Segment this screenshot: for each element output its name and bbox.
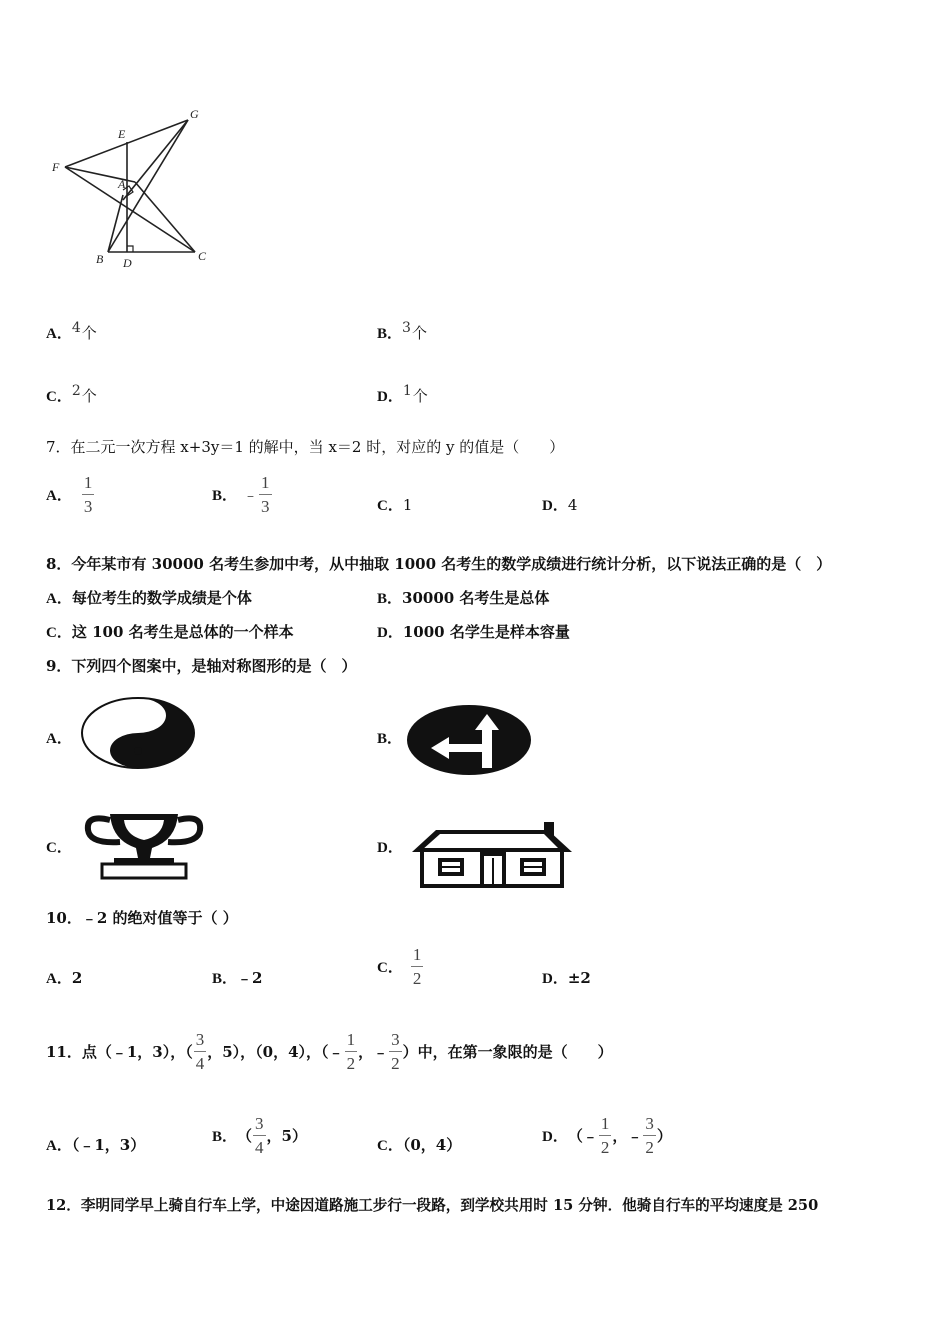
q11-option-d[interactable] bbox=[542, 1110, 672, 1160]
option-value: 1 bbox=[402, 383, 412, 399]
q7-option-b[interactable] bbox=[212, 470, 273, 518]
point-label-b: B bbox=[96, 252, 104, 266]
option-unit: 个 bbox=[411, 324, 427, 342]
fraction bbox=[411, 946, 424, 987]
q7-option-a[interactable] bbox=[46, 470, 95, 518]
fraction bbox=[599, 1115, 612, 1156]
turn-arrow-sign-icon bbox=[405, 704, 533, 776]
q9-option-d[interactable] bbox=[377, 836, 403, 857]
q11-stem bbox=[46, 1026, 613, 1076]
option-letter: B． bbox=[212, 487, 238, 504]
q11-mid2: ，﹣ bbox=[358, 1042, 389, 1061]
option-letter: D． bbox=[542, 971, 568, 987]
option-text: 每位考生的数学成绩是个体 bbox=[71, 589, 252, 607]
option-sign: ﹣ bbox=[243, 485, 259, 504]
option-unit: 个 bbox=[412, 387, 428, 405]
q7-option-d[interactable] bbox=[542, 494, 577, 515]
fraction-denominator: 2 bbox=[346, 1053, 356, 1073]
q8-option-b[interactable] bbox=[377, 587, 549, 608]
option-value: 2 bbox=[71, 969, 83, 987]
option-letter: A． bbox=[46, 1138, 72, 1154]
point-label-e: E bbox=[118, 127, 126, 141]
q11-suffix: ）中，在第一象限的是（ ） bbox=[402, 1042, 613, 1061]
q7-option-c[interactable] bbox=[377, 494, 412, 515]
option-letter: C． bbox=[46, 840, 72, 856]
option-value: ﹣2 bbox=[237, 969, 263, 987]
option-letter: B． bbox=[377, 326, 403, 342]
option-pre: （ bbox=[237, 1126, 253, 1145]
q9-option-c[interactable] bbox=[46, 836, 72, 857]
option-text: 1000 名学生是样本容量 bbox=[402, 623, 570, 641]
option-letter: B． bbox=[212, 971, 238, 987]
option-letter: D． bbox=[542, 498, 568, 514]
q10-stem: 10．﹣2 的绝对值等于（ ） bbox=[46, 909, 238, 927]
option-value: 2 bbox=[71, 383, 81, 399]
fraction bbox=[259, 474, 272, 515]
q8-option-c[interactable] bbox=[46, 621, 294, 642]
fraction-denominator: 2 bbox=[412, 968, 422, 988]
q7-stem: 7．在二元一次方程 x+3y＝1 的解中，当 x＝2 时，对应的 y 的值是（ ） bbox=[46, 438, 565, 456]
q9-stem: 9．下列四个图案中，是轴对称图形的是（ ） bbox=[46, 657, 357, 675]
option-pre: （﹣ bbox=[567, 1126, 598, 1145]
point-label-g: G bbox=[190, 107, 199, 121]
q11-mid1: ，5），（0，4），（﹣ bbox=[207, 1042, 344, 1061]
option-letter: B． bbox=[377, 731, 403, 747]
fraction-numerator: 3 bbox=[391, 1029, 400, 1049]
fraction-numerator: 1 bbox=[346, 1029, 356, 1049]
option-letter: C． bbox=[377, 959, 403, 976]
option-text: 这 100 名考生是总体的一个样本 bbox=[71, 623, 294, 641]
option-value: 1 bbox=[402, 496, 413, 514]
point-label-f: F bbox=[52, 160, 60, 174]
fraction-numerator: 1 bbox=[83, 472, 93, 492]
q6-option-d[interactable] bbox=[377, 385, 428, 406]
option-letter: D． bbox=[542, 1128, 568, 1145]
option-letter: C． bbox=[377, 1138, 403, 1154]
fraction-numerator: 3 bbox=[645, 1113, 654, 1133]
option-letter: A． bbox=[46, 731, 72, 747]
point-label-a: A bbox=[118, 177, 126, 191]
q11-prefix: 11．点（﹣1，3），（ bbox=[46, 1042, 193, 1061]
geometry-figure bbox=[40, 100, 230, 275]
fraction-denominator: 2 bbox=[600, 1137, 610, 1157]
option-letter: C． bbox=[46, 625, 72, 641]
option-letter: D． bbox=[377, 625, 403, 641]
q6-option-a[interactable] bbox=[46, 322, 97, 343]
q6-option-c[interactable] bbox=[46, 385, 97, 406]
option-letter: C． bbox=[377, 498, 403, 514]
q9-option-b[interactable] bbox=[377, 727, 402, 748]
fraction bbox=[82, 474, 95, 515]
option-mid: ，﹣ bbox=[612, 1126, 643, 1145]
fraction bbox=[194, 1031, 207, 1072]
q10-option-d[interactable] bbox=[542, 967, 591, 988]
option-letter: C． bbox=[46, 389, 72, 405]
option-unit: 个 bbox=[81, 324, 97, 342]
point-label-d: D bbox=[123, 256, 132, 270]
q8-option-a[interactable] bbox=[46, 587, 252, 608]
fraction-numerator: 3 bbox=[255, 1113, 264, 1133]
q8-option-d[interactable] bbox=[377, 621, 570, 642]
option-letter: A． bbox=[46, 971, 72, 987]
option-text: （0，4） bbox=[402, 1136, 462, 1154]
fraction-denominator: 3 bbox=[261, 496, 270, 516]
q10-option-a[interactable] bbox=[46, 967, 82, 988]
fraction-numerator: 1 bbox=[412, 944, 422, 964]
fraction-numerator: 1 bbox=[261, 472, 270, 492]
option-letter: B． bbox=[377, 591, 403, 607]
option-value: 4 bbox=[71, 320, 81, 336]
q11-option-b[interactable] bbox=[212, 1110, 307, 1160]
q11-option-c[interactable] bbox=[377, 1134, 461, 1155]
q10-option-b[interactable] bbox=[212, 967, 262, 988]
fraction-denominator: 3 bbox=[83, 496, 93, 516]
q10-option-c[interactable] bbox=[377, 942, 424, 990]
fraction-denominator: 4 bbox=[195, 1053, 205, 1073]
fraction-denominator: 2 bbox=[391, 1053, 400, 1073]
option-value: 4 bbox=[567, 496, 578, 514]
point-label-c: C bbox=[198, 249, 207, 263]
taiji-symbol-icon bbox=[80, 696, 196, 772]
option-unit: 个 bbox=[81, 387, 97, 405]
option-text: （﹣1，3） bbox=[71, 1136, 146, 1154]
fraction-numerator: 1 bbox=[600, 1113, 610, 1133]
fraction-numerator: 3 bbox=[195, 1029, 205, 1049]
q8-stem: 8．今年某市有 30000 名考生参加中考，从中抽取 1000 名考生的数学成绩进行统计分析，以下说法正确的是（ ） bbox=[46, 555, 832, 573]
option-letter: D． bbox=[377, 389, 403, 405]
option-letter: A． bbox=[46, 591, 72, 607]
option-value: ±2 bbox=[567, 969, 591, 987]
fraction bbox=[345, 1031, 358, 1072]
house-icon bbox=[410, 820, 574, 888]
q12-stem: 12．李明同学早上骑自行车上学，中途因道路施工步行一段路，到学校共用时 15 分钟．他骑自行车的平均速度是 250 bbox=[46, 1197, 819, 1214]
fraction bbox=[643, 1115, 656, 1156]
fraction-denominator: 4 bbox=[255, 1137, 264, 1157]
q6-option-b[interactable] bbox=[377, 322, 427, 343]
fraction bbox=[253, 1115, 266, 1156]
trophy-cup-icon bbox=[80, 806, 208, 880]
option-letter: B． bbox=[212, 1128, 238, 1145]
fraction bbox=[389, 1031, 402, 1072]
option-letter: D． bbox=[377, 840, 403, 856]
q9-option-a[interactable] bbox=[46, 727, 72, 748]
option-letter: A． bbox=[46, 487, 72, 504]
option-post: ，5） bbox=[266, 1126, 307, 1145]
q11-option-a[interactable] bbox=[46, 1134, 145, 1155]
option-post: ） bbox=[656, 1126, 672, 1145]
option-letter: A． bbox=[46, 326, 72, 342]
fraction-denominator: 2 bbox=[645, 1137, 654, 1157]
option-text: 30000 名考生是总体 bbox=[402, 589, 550, 607]
option-value: 3 bbox=[402, 320, 411, 336]
